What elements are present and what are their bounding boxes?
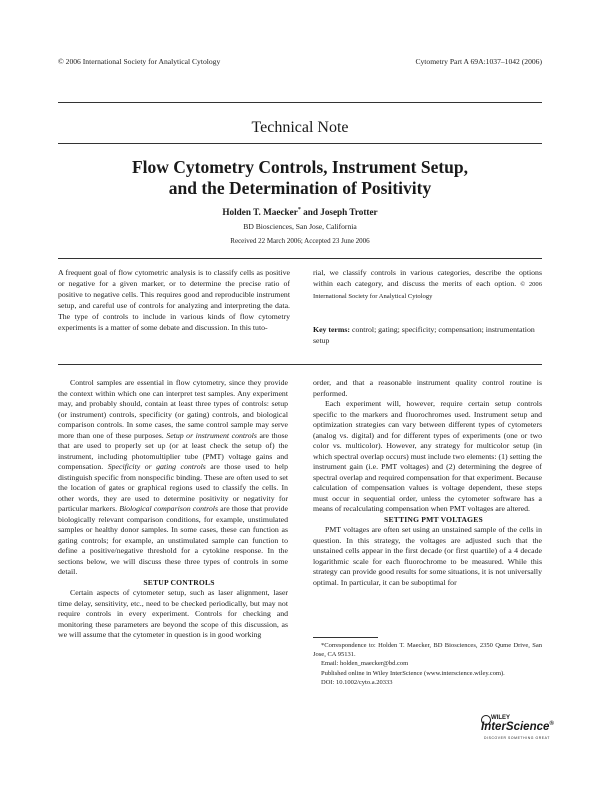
author-2: and Joseph Trotter bbox=[300, 207, 378, 218]
abstract-right bbox=[313, 268, 542, 303]
title-line-2: and the Determination of Positivity bbox=[168, 178, 432, 198]
authors bbox=[0, 207, 600, 217]
text-run: are those used to help distinguish specific from nonspecific binding. These are often used to set the location of gates or graphical regions used to classify the cells. In other words, they are used to determine positivity or negativity for particular markers. bbox=[58, 462, 288, 513]
logo-registered-mark: ® bbox=[549, 721, 554, 727]
emphasis: Biological comparison controls bbox=[119, 504, 219, 513]
body-paragraph: Certain aspects of cytometer setup, such as laser alignment, laser time delay, sensitivity, etc., need to be checked periodically, but may not require controls in every experiment. Controls for checking and monitoring these parameters are beyond the scope of this discussion, as we will assume that the cytometer in question is in good working bbox=[58, 588, 288, 639]
body-column-left bbox=[58, 378, 288, 641]
logo-wordmark: InterScience bbox=[481, 721, 550, 733]
emphasis: Specificity or gating controls bbox=[107, 462, 206, 471]
body-paragraph: order, and that a reasonable instrument quality control routine is performed. bbox=[313, 378, 542, 398]
journal-citation-header: Cytometry Part A 69A:1037–1042 (2006) bbox=[415, 57, 542, 66]
title-line-1: Flow Cytometry Controls, Instrument Setup, bbox=[131, 157, 469, 177]
emphasis: Setup or instrument controls bbox=[166, 430, 257, 440]
published-note: Published online in Wiley InterScience (www.interscience.wiley.com). bbox=[321, 669, 505, 677]
abstract-continuation: rial, we classify controls in various categories, describe the options within each category, and discuss the merits of each option. bbox=[313, 268, 542, 288]
footnote-rule bbox=[313, 637, 378, 638]
section-heading: SETUP CONTROLS bbox=[143, 577, 215, 587]
abstract-copyright: © 2006 International Society for Analytical Cytology bbox=[313, 280, 543, 300]
top-rule bbox=[58, 102, 542, 103]
correspondence-mark: * bbox=[297, 207, 301, 213]
section-label: Technical Note bbox=[251, 119, 349, 136]
wiley-interscience-logo bbox=[481, 715, 554, 745]
section-rule bbox=[58, 143, 542, 144]
footnote bbox=[313, 641, 542, 687]
logo-name bbox=[481, 721, 554, 733]
correspondence-note: *Correspondence to: Holden T. Maecker, BD Biosciences, 2350 Qume Drive, San Jose, CA 95131. bbox=[313, 642, 542, 659]
body-paragraph: Each experiment will, however, require certain setup controls specific to the markers and fluorochromes used. Instrument setup and optimization strategies can vary between different types of cytometers (analog vs. digital) and for different types of experiments (one or two color vs. multicolor). However, any strategy for multicolor setup (in which spectral overlap occurs) must include two elements: (1) setting the instrument gain (i.e. PMT voltages) and (2) determining the degree of spectral overlap and required compensation for that experiment. Because calculation of compensation values is voltage dependent, these steps must occur in sequential order, unless the cytometer software has a means of recalculating compensation when PMT voltages are altered. bbox=[313, 399, 542, 513]
key-terms bbox=[313, 325, 542, 347]
text-run: Control samples are essential in flow cytometry, since they provide the context within which one can interpret test samples. Any experiment may, and probably should, contain at least three types of controls: setup (or instrument) controls, specificity (or gating) controls, and biological comparison controls. In some cases, the same control sample may serve more than one of these purposes. bbox=[58, 378, 288, 440]
body-column-right bbox=[313, 378, 542, 588]
abstract-bottom-rule bbox=[58, 364, 542, 365]
email-note: Email: holden_maecker@bd.com bbox=[321, 660, 409, 668]
section-heading: SETTING PMT VOLTAGES bbox=[384, 514, 483, 524]
received-dates: Received 22 March 2006; Accepted 23 June 2006 bbox=[230, 237, 370, 245]
body-paragraph bbox=[58, 378, 288, 578]
author-1: Holden T. Maecker bbox=[222, 207, 298, 218]
doi-note: DOI: 10.1002/cyto.a.20333 bbox=[321, 678, 393, 686]
key-terms-label: Key terms: bbox=[313, 325, 351, 334]
key-terms-list: control; gating; specificity; compensation; instrumentation setup bbox=[313, 325, 535, 345]
affiliation: BD Biosciences, San Jose, California bbox=[243, 222, 357, 231]
text-run: are those that provide biologically relevant comparison conditions, for example, unstimulated samples or healthy donor samples. In some cases, these can function as gating controls; for example, an unstimulated sample can function to define a positive/negative threshold for a cytokine response. In the sections below, we will discuss these three types of controls in some detail. bbox=[58, 504, 288, 576]
logo-publisher: WILEY bbox=[491, 715, 510, 721]
article-title bbox=[60, 157, 540, 199]
text-run: are those that are used to properly set up (or at least check the setup of) the instrument, including photomultiplier tube (PMT) voltage gains and compensation. bbox=[58, 430, 288, 471]
body-paragraph: PMT voltages are often set using an unstained sample of the cells in question. In this strategy, the voltages are adjusted such that the unstained cells appear in the first decade (or first quartile) of a 4 decade logarithmic scale for each fluorochrome to be measured. While this strategy can provide good results for some situations, it is not universally optimal. In particular, it can be suboptimal for bbox=[313, 525, 542, 587]
journal-copyright-header: © 2006 International Society for Analytical Cytology bbox=[58, 57, 221, 66]
abstract-left: A frequent goal of flow cytometric analysis is to classify cells as positive or negative for a given marker, or to determine the precise ratio of positive to negative cells. This requires good and reproducible instrument setup, and careful use of controls for analyzing and interpreting the data. The type of controls to include in various kinds of flow cytometry experiments is a matter of some debate and discussion. In this tuto- bbox=[58, 268, 290, 332]
logo-tagline: DISCOVER SOMETHING GREAT bbox=[484, 736, 550, 740]
abstract-top-rule bbox=[58, 258, 542, 259]
